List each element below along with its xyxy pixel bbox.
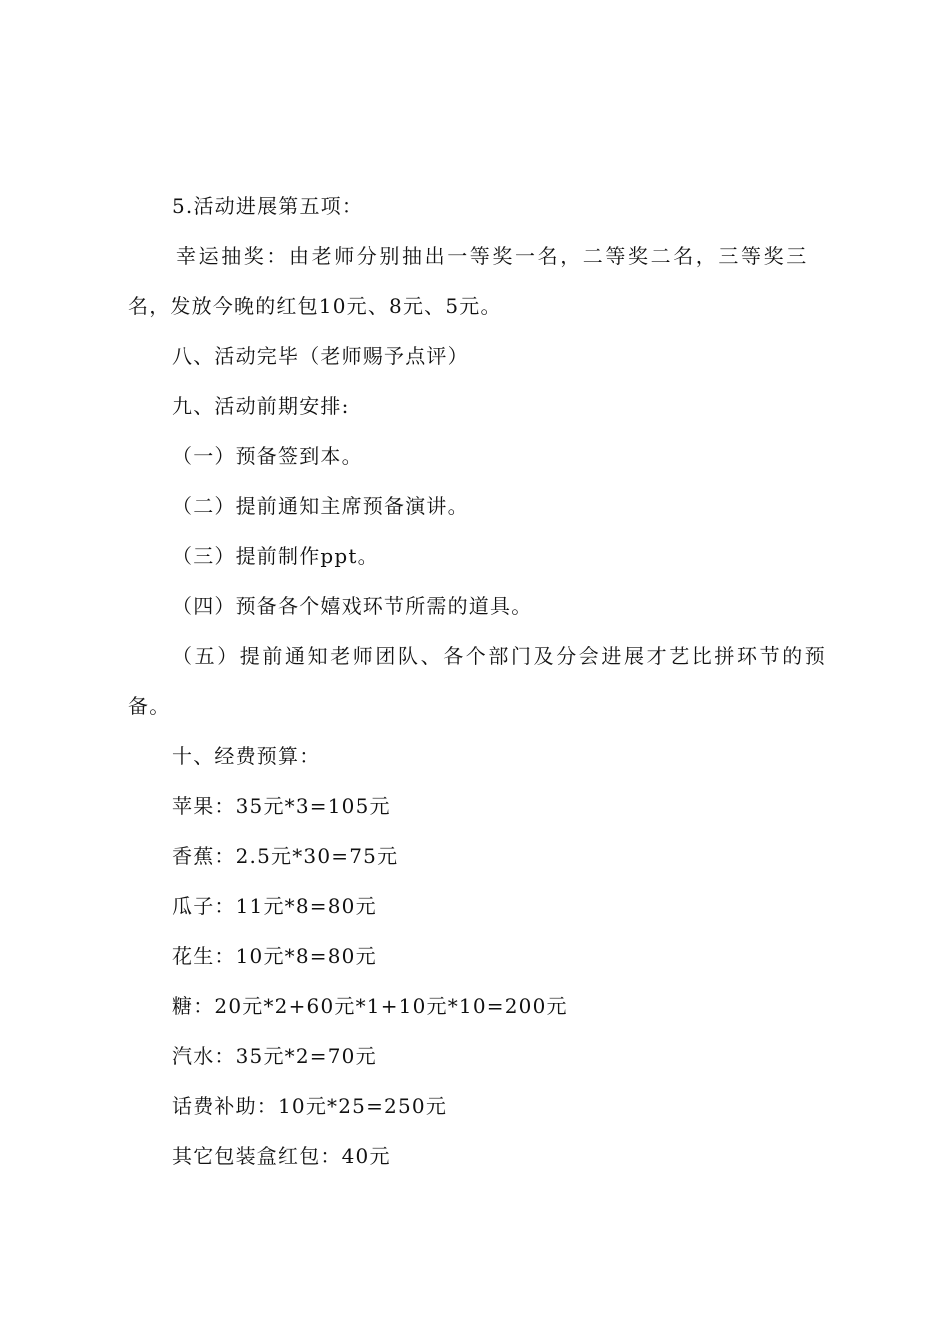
prep-item: （三）提前制作ppt。 (172, 544, 379, 568)
section9-title: 九、活动前期安排: (172, 394, 350, 418)
section8-heading: 八、活动完毕（老师赐予点评） (172, 344, 469, 368)
prep-item: （二）提前通知主席预备演讲。 (172, 494, 469, 518)
prep-item-5-line2: 备。 (128, 694, 171, 718)
budget-item: 汽水：35元*2=70元 (172, 1044, 377, 1068)
section5-title: 5.活动进展第五项： (172, 194, 364, 218)
lottery-text-line2: 名，发放今晚的红包10元、8元、5元。 (128, 294, 502, 318)
budget-item: 其它包装盒红包：40元 (172, 1144, 391, 1168)
budget-item: 糖：20元*2+60元*1+10元*10=200元 (172, 994, 568, 1018)
prep-item-5-line1: （五）提前通知老师团队、各个部门及分会进展才艺比拼环节的预 (172, 644, 828, 668)
budget-item: 苹果：35元*3=105元 (172, 794, 391, 818)
budget-item: 话费补助：10元*25=250元 (172, 1094, 448, 1118)
budget-item: 香蕉：2.5元*30=75元 (172, 844, 399, 868)
section10-title: 十、经费预算： (172, 744, 321, 768)
budget-item: 花生：10元*8=80元 (172, 944, 377, 968)
prep-item: （四）预备各个嬉戏环节所需的道具。 (172, 594, 533, 618)
lottery-text-line1: 幸运抽奖：由老师分别抽出一等奖一名，二等奖二名，三等奖三 (176, 244, 809, 268)
budget-item: 瓜子：11元*8=80元 (172, 894, 377, 918)
prep-item: （一）预备签到本。 (172, 444, 363, 468)
